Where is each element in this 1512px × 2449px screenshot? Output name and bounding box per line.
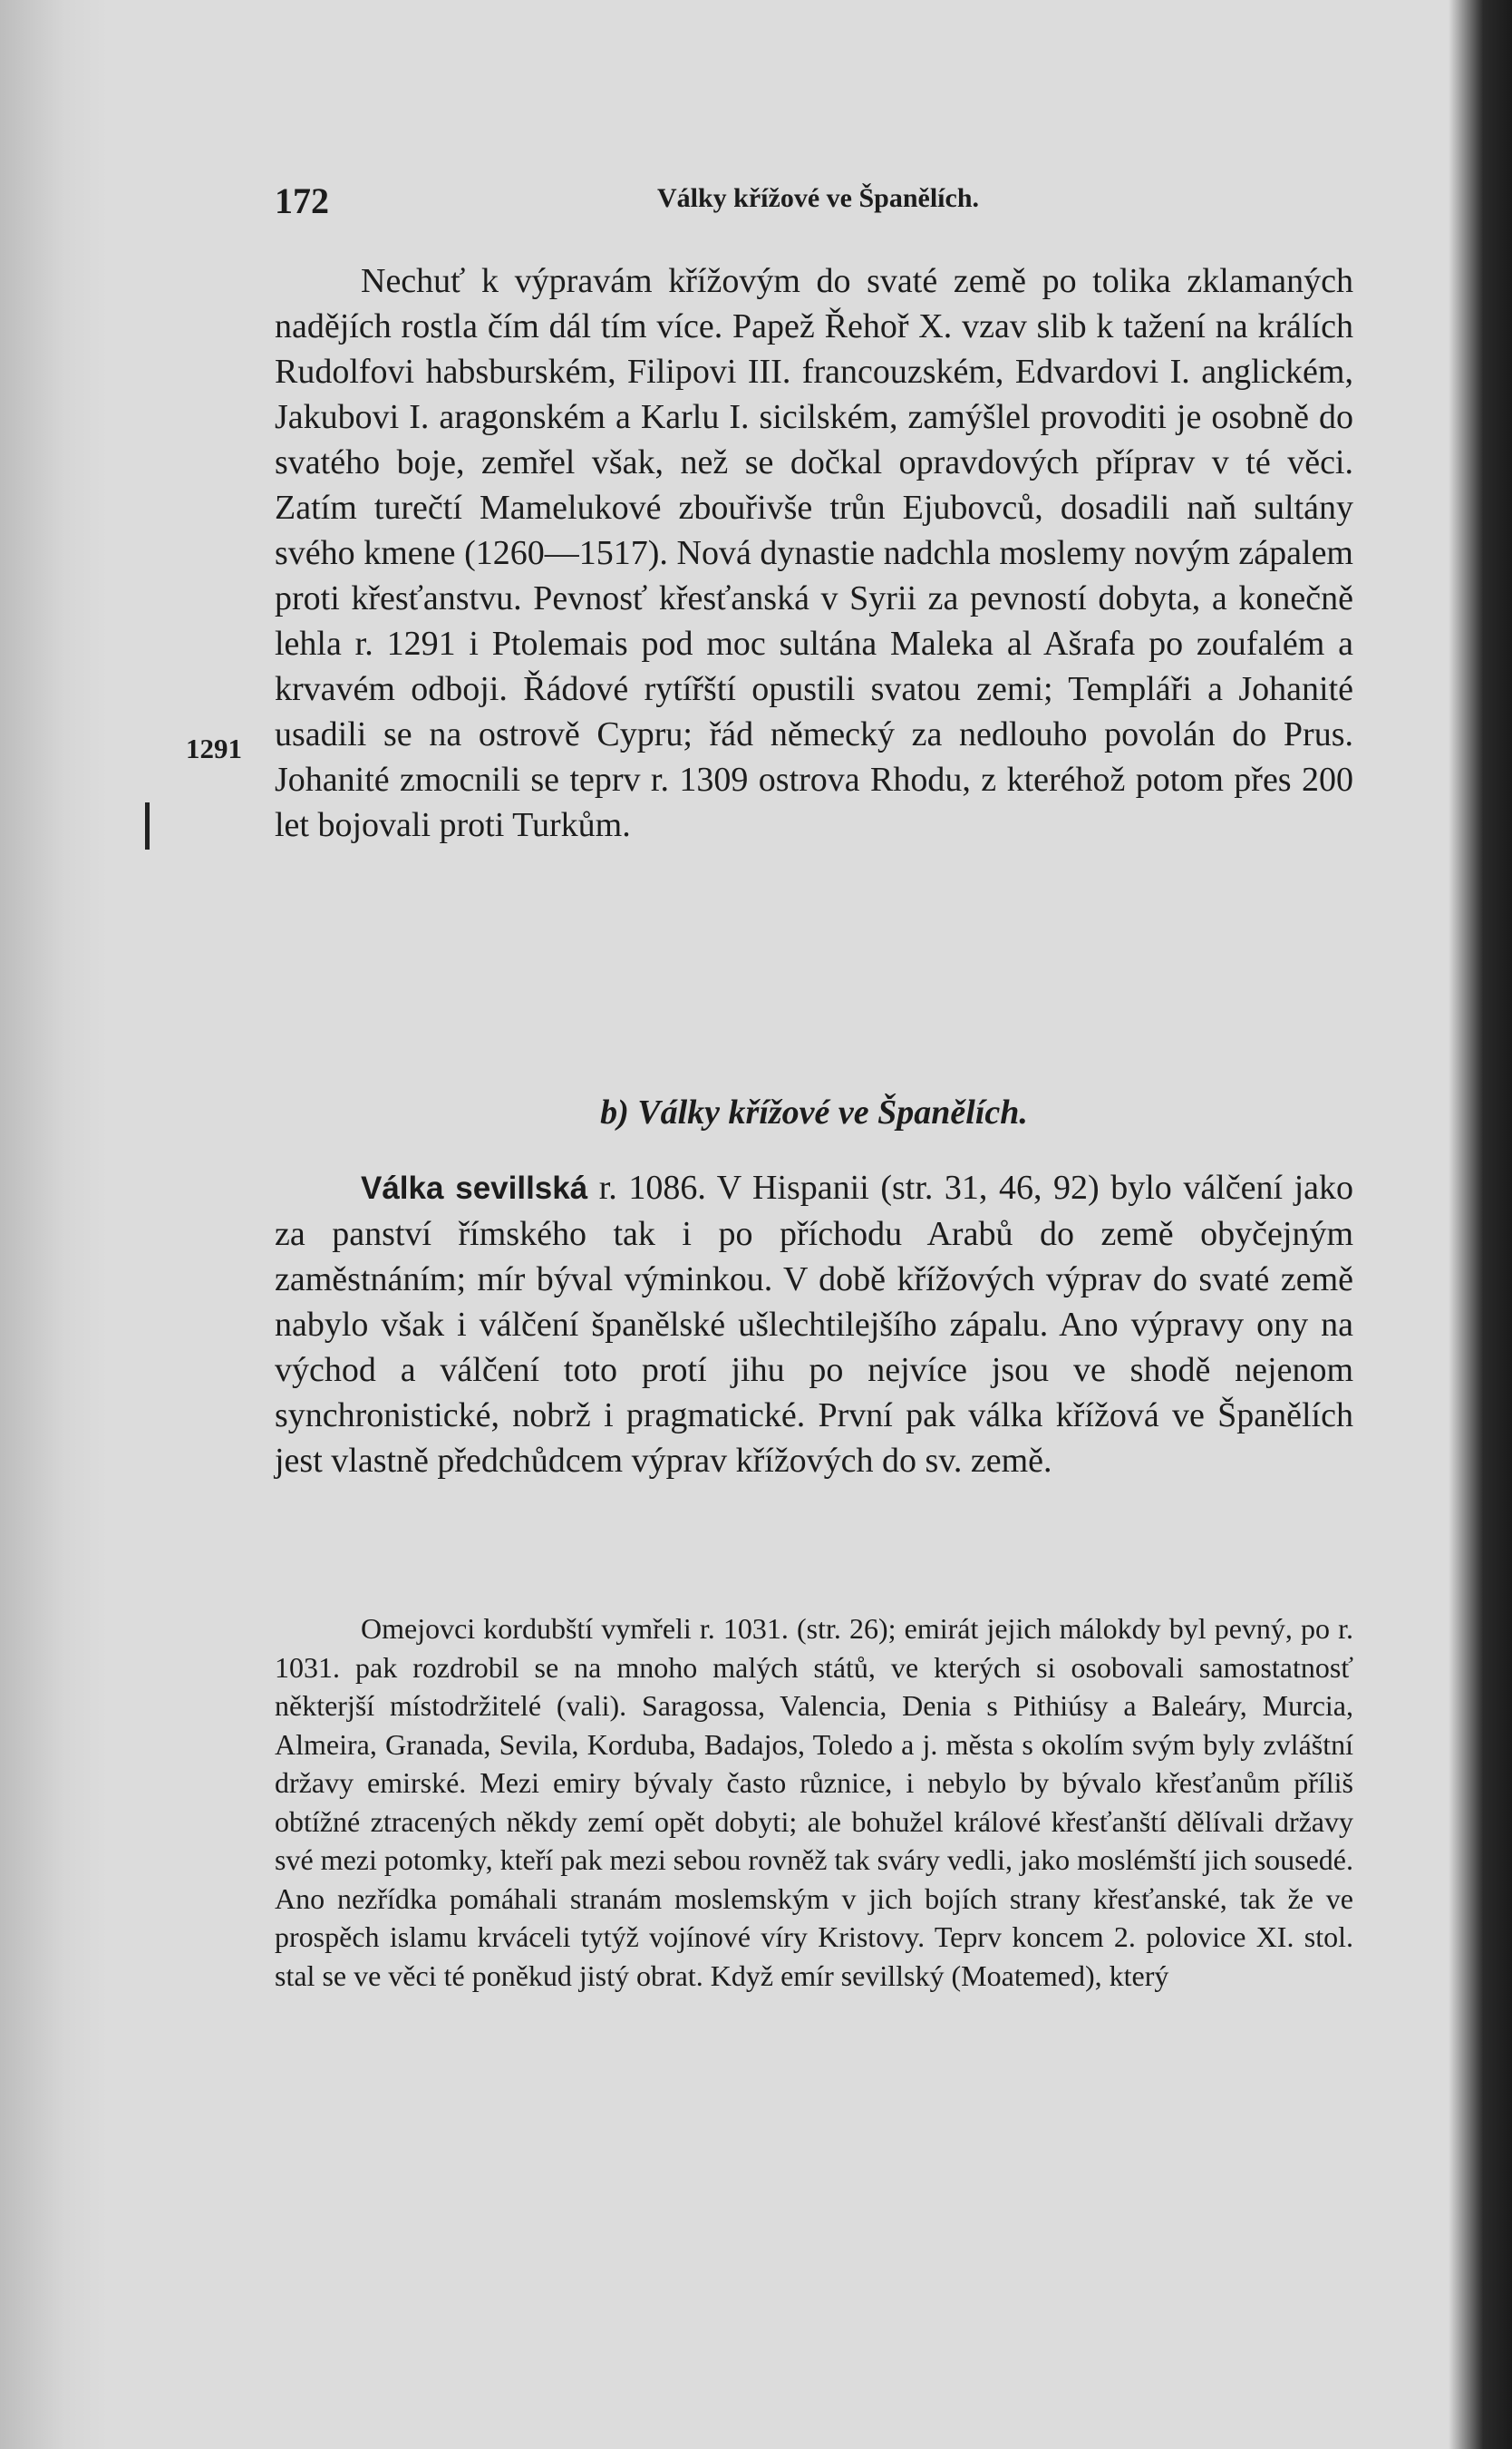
- crusades-paragraph: Nechuť k výpravám křížovým do svaté země po tolika zklamaných nadějích rostla čím dál tím více. Papež Řehoř X. vzav slib k tažení na králích Rudolfovi habsburském, Filipovi III. francouzském, Edvardovi I. anglickém, Jakubovi I. aragonském a Karlu I. sicilském, zamýšlel provoditi je osobně do svatého boje, zemřel však, než se dočkal opravdových příprav v té věci. Zatím turečtí Mamelukové zbouřivše trůn Ejubovců, dosadili naň sultány svého kmene (1260—1517). Nová dynastie nadchla moslemy novým zápalem proti křesťanstvu. Pevnosť křesťanská v Syrii za pevností dobyta, a konečně lehla r. 1291 i Ptolemais pod moc sultána Maleka al Ašrafa po zoufalém a krvavém odboji. Řádové rytířští opustili svatou zemi; Templáři a Johanité usadili se na ostrově Cypru; řád německý za nedlouho povolán do Prus. Johanité zmocnili se teprv r. 1309 ostrova Rhodu, z kteréhož potom přes 200 let bojovali proti Turkům.: [275, 262, 1353, 844]
- running-head: Války křížové ve Španělích.: [657, 183, 980, 213]
- crusades-paragraph-block: [275, 258, 1353, 848]
- seville-war-lead: Válka sevillská: [361, 1171, 588, 1206]
- omayyad-paragraph-block: [275, 1609, 1353, 1995]
- page-number: 172: [275, 180, 329, 221]
- omayyad-paragraph: Omejovci kordubští vymřeli r. 1031. (str. 26); emirát jejich málokdy byl pevný, po r. 1031. pak rozdrobil se na mnoho malých států, ve kterých si osobovali samostatnosť některjší místodržitelé (vali). Saragossa, Valencia, Denia s Pithiúsy a Baleáry, Murcia, Almeira, Granada, Sevila, Korduba, Badajos, Toledo a j. města s okolím svým byly zvláštní državy emirské. Mezi emiry bývaly často různice, i nebylo by bývalo křesťanům příliš obtížné ztracených někdy zemí opět dobyti; ale bohužel králové křesťanští dělívali državy své mezi potomky, kteří pak mezi sebou rovněž tak sváry vedli, jako moslémští jich sousedé. Ano nezřídka pomáhali stranám moslemským v jich bojích strany křesťanské, tak že ve prospěch islamu krváceli tytýž vojínové víry Kristovy. Teprv koncem 2. polovice XI. stol. stal se ve věci té poněkud jistý obrat. Když emír sevillský (Moatemed), který: [275, 1612, 1353, 1992]
- seville-war-block: [275, 1165, 1353, 1483]
- seville-war-paragraph: [275, 1165, 1353, 1483]
- margin-year-note: 1291: [186, 733, 242, 764]
- margin-mark: [145, 802, 150, 850]
- seville-war-text: r. 1086. V Hispanii (str. 31, 46, 92) bylo válčení jako za panství římského tak i po příchodu Arabů do země obyčejným zaměstnáním; mír býval výminkou. V době křížových výprav do svaté země nabylo však i válčení španělské ušlechtilejšího zápalu. Ano výpravy ony na východ a válčení toto protí jihu po nejvíce jsou ve shodě nejenom synchronistické, nobrž i pragmatické. První pak válka křížová ve Španělích jest vlastně předchůdcem výprav křížových do sv. země.: [275, 1169, 1353, 1480]
- section-heading: b) Války křížové ve Španělích.: [600, 1093, 1028, 1132]
- page-header: [275, 172, 1353, 227]
